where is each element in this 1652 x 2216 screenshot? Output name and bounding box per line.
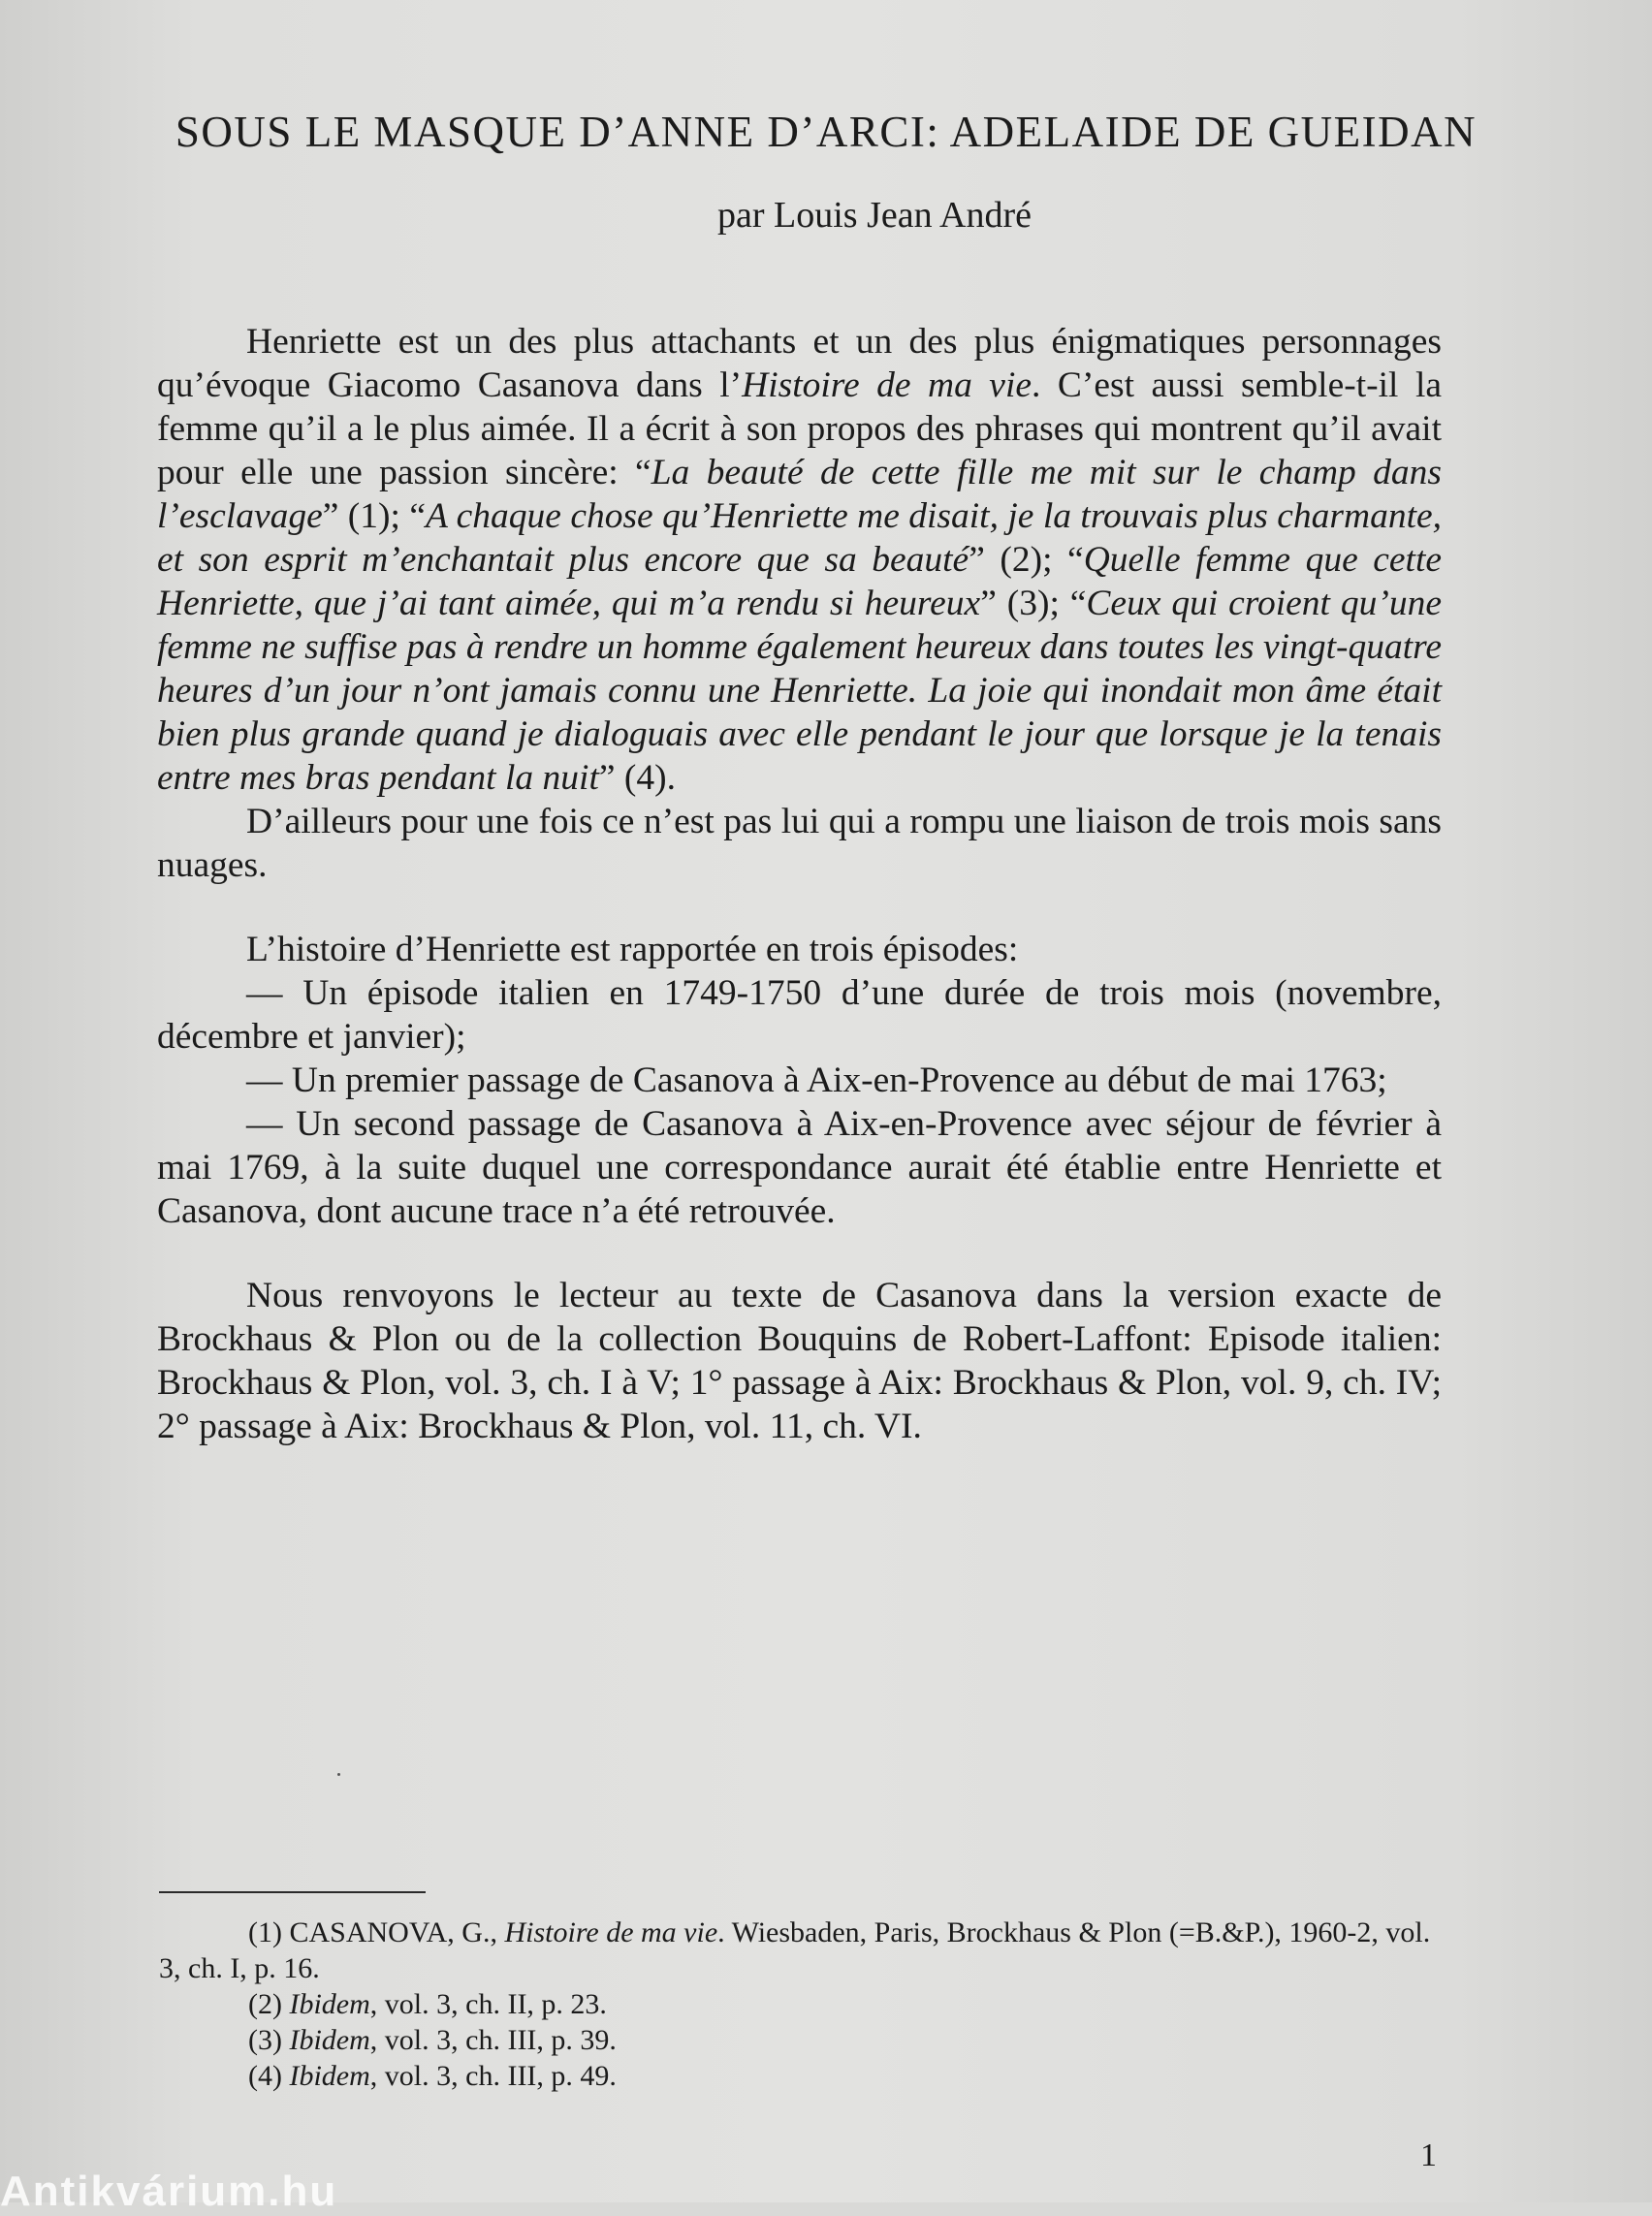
footnote-separator	[159, 1891, 426, 1893]
footnote-2: (2) Ibidem, vol. 3, ch. II, p. 23.	[248, 1988, 607, 2020]
paragraph-5: — Un premier passage de Casanova à Aix-en-Provence au début de mai 1763;	[246, 1061, 1387, 1100]
footnote-3: (3) Ibidem, vol. 3, ch. III, p. 39.	[248, 2024, 617, 2056]
page-number: 1	[1420, 2137, 1437, 2173]
paragraph-6: — Un second passage de Casanova à Aix-en-Provence avec séjour de février à mai 1769, à la suite duquel une correspondance aurait été établie entre Henriette et Casanova, dont aucune trace n’a été retrouvée.	[157, 1104, 1442, 1231]
stray-mark	[337, 1773, 340, 1776]
paragraph-2: D’ailleurs pour une fois ce n’est pas lui qui a rompu une liaison de trois mois sans nuages.	[157, 802, 1442, 885]
article-author: par Louis Jean André	[717, 195, 1032, 236]
footnote-4: (4) Ibidem, vol. 3, ch. III, p. 49.	[248, 2060, 617, 2092]
article-body	[157, 320, 1442, 1448]
paragraph-4: — Un épisode italien en 1749-1750 d’une durée de trois mois (novembre, décembre et janvier);	[157, 973, 1442, 1057]
paragraph-3: L’histoire d’Henriette est rapportée en trois épisodes:	[246, 930, 1019, 969]
watermark: Antikvárium.hu	[0, 2168, 338, 2215]
paragraph-7: Nous renvoyons le lecteur au texte de Casanova dans la version exacte de Brockhaus & Plon ou de la collection Bouquins de Robert-Laffont: Episode italien: Brockhaus & Plon, vol. 3, ch. I à V; 1° passage à Aix: Brockhaus & Plon, vol. 9, ch. IV; 2° passage à Aix: Brockhaus & Plon, vol. 11, ch. VI.	[157, 1276, 1442, 1446]
footnote-1: (1) CASANOVA, G., Histoire de ma vie. Wiesbaden, Paris, Brockhaus & Plon (=B.&P.), 1960-2, vol. 3, ch. I, p. 16.	[159, 1916, 1431, 1984]
paragraph-1: Henriette est un des plus attachants et un des plus énigmatiques personnages qu’évoque Giacomo Casanova dans l’Histoire de ma vie. C’est aussi semble-t-il la femme qu’il a le plus aimée. Il a écrit à son propos des phrases qui montrent qu’il avait pour elle une passion sincère: “La beauté de cette fille me mit sur le champ dans l’esclavage” (1); “A chaque chose qu’Henriette me disait, je la trouvais plus charmante, et son esprit m’enchantait plus encore que sa beauté” (2); “Quelle femme que cette Henriette, que j’ai tant aimée, qui m’a rendu si heureux” (3); “Ceux qui croient qu’une femme ne suffise pas à rendre un homme également heureux dans toutes les vingt-quatre heures d’un jour n’ont jamais connu une Henriette. La joie qui inondait mon âme était bien plus grande quand je dialoguais avec elle pendant le jour que lorsque je la tenais entre mes bras pendant la nuit” (4).	[157, 322, 1443, 798]
article-title: SOUS LE MASQUE D’ANNE D’ARCI: ADELAIDE DE GUEIDAN	[175, 108, 1477, 156]
footnotes	[159, 1915, 1444, 2094]
